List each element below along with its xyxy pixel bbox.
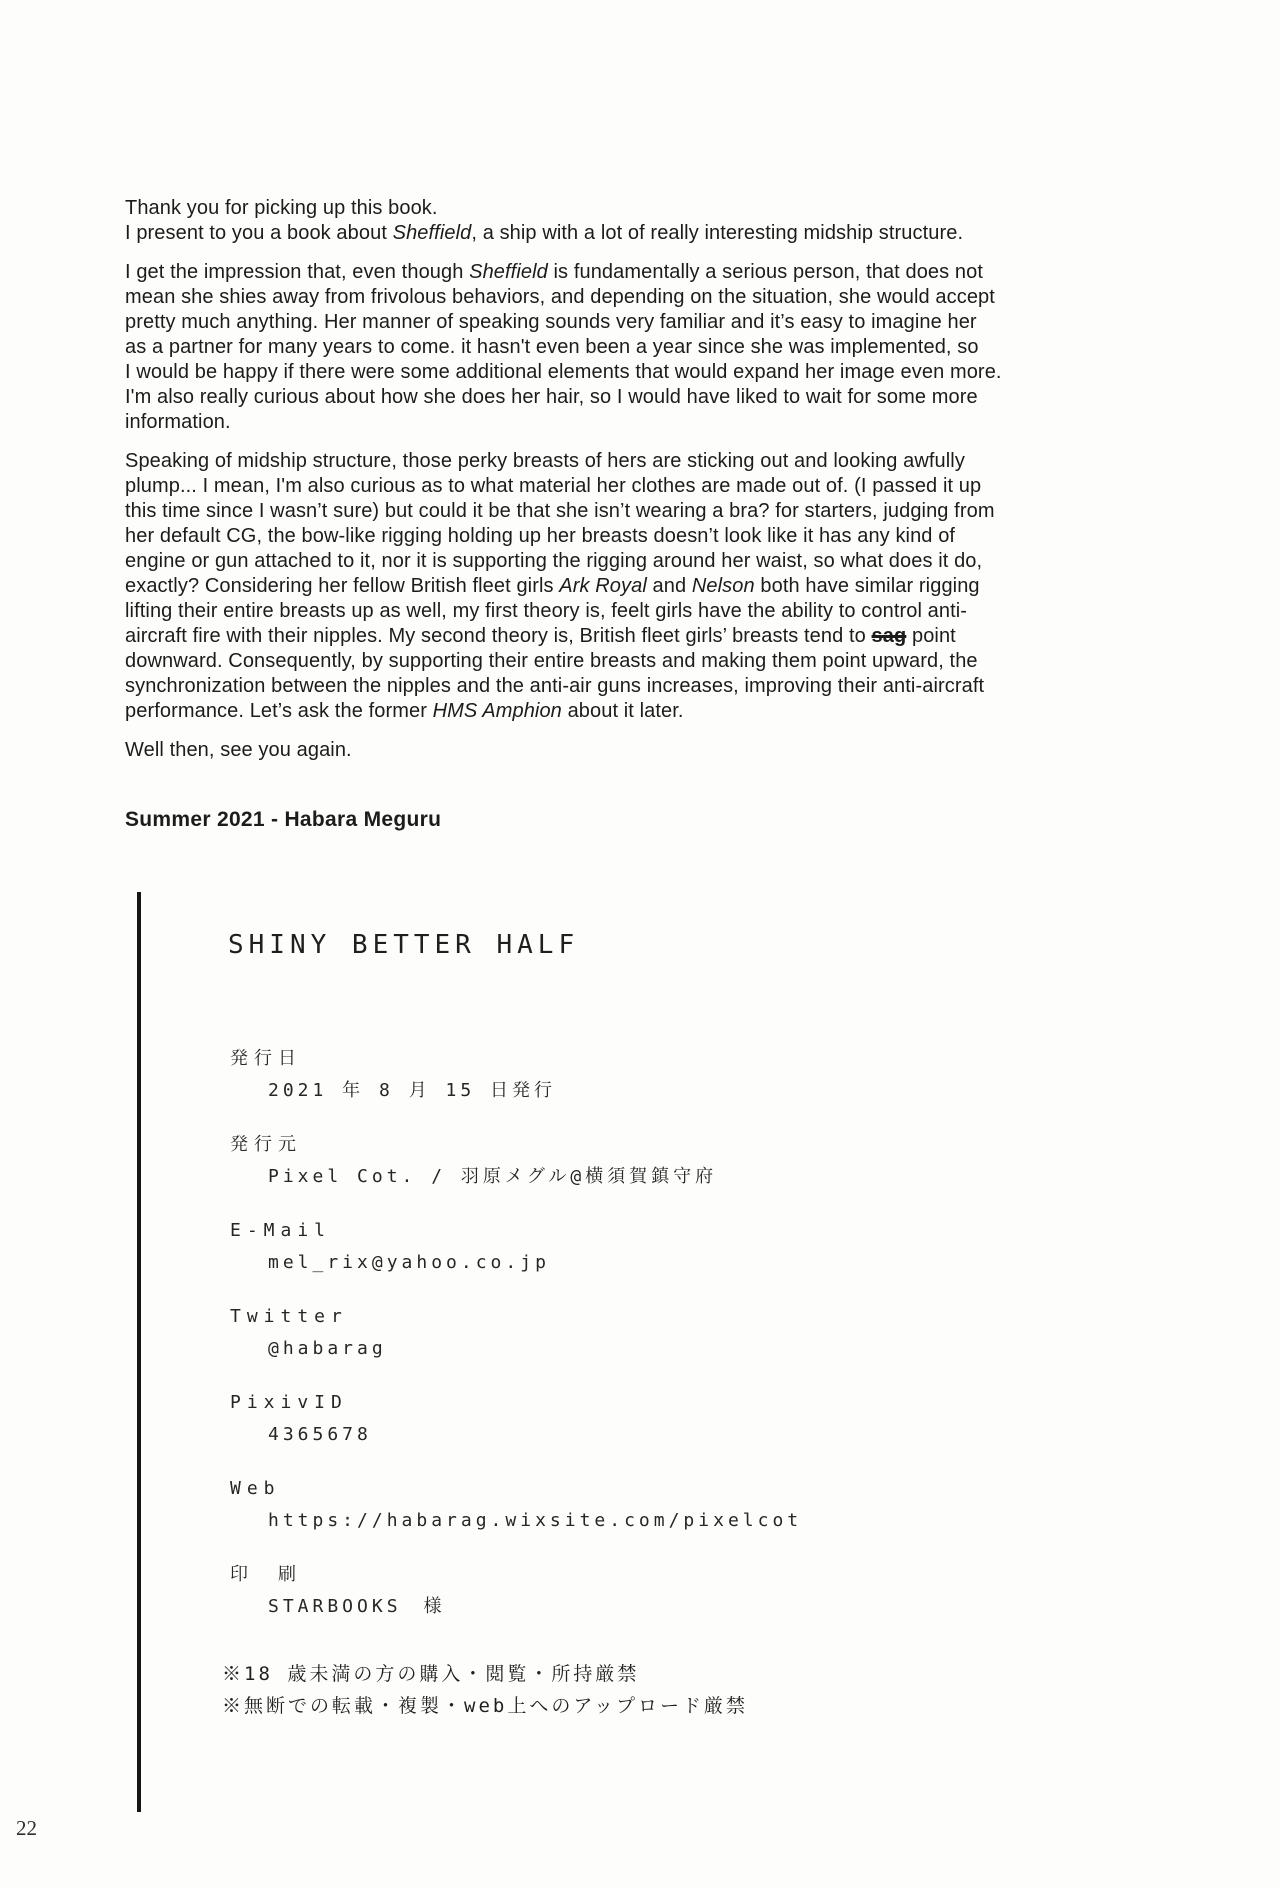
italic-text: Sheffield: [392, 222, 472, 244]
body-text: pretty much anything. Her manner of speaking sounds very familiar and it’s easy to imagine her: [125, 311, 977, 333]
body-text: performance. Let’s ask the former: [125, 700, 433, 722]
text-line: [125, 699, 1177, 724]
text-line: [125, 574, 1177, 599]
text-line: [125, 360, 1177, 385]
colophon-entry-value: mel_rix@yahoo.co.jp: [268, 1252, 550, 1273]
body-text: and: [646, 575, 692, 597]
italic-text: Nelson: [691, 575, 755, 597]
body-text: exactly? Considering her fellow British fleet girls: [125, 575, 560, 597]
text-line: [125, 310, 1177, 335]
colophon-entry-value: Pixel Cot. / 羽原メグル@横須賀鎮守府: [268, 1166, 718, 1187]
body-text: I would be happy if there were some additional elements that would expand her image even more.: [125, 361, 1002, 383]
body-text: is fundamentally a serious person, that does not: [547, 261, 984, 283]
body-text: lifting their entire breasts up as well, my first theory is, feelt girls have the ability to control anti-: [125, 600, 968, 622]
colophon-vertical-rule: [137, 892, 141, 1812]
colophon-entry: [230, 1392, 802, 1446]
colophon-entry-label: Web: [230, 1478, 281, 1499]
notice-line: ※無断での転載・複製・web上へのアップロード厳禁: [222, 1695, 748, 1717]
body-text: synchronization between the nipples and the anti-air guns increases, improving their anti-aircraft: [125, 675, 985, 697]
colophon-notices: [222, 1658, 748, 1722]
body-text: Thank you for picking up this book.: [125, 197, 438, 219]
colophon-entries: [230, 1048, 802, 1650]
body-text: , a ship with a lot of really interesting midship structure.: [471, 222, 964, 244]
colophon-entry: [230, 1220, 802, 1274]
body-text: about it later.: [561, 700, 684, 722]
paragraph: [125, 449, 1177, 724]
text-line: [125, 474, 1177, 499]
body-text: aircraft fire with their nipples. My second theory is, British fleet girls’ breasts tend to: [125, 625, 872, 647]
text-line: [125, 285, 1177, 310]
body-text: point: [906, 625, 956, 647]
colophon-entry-label: E-Mail: [230, 1220, 332, 1241]
body-text: information.: [125, 411, 231, 433]
text-line: [125, 260, 1177, 285]
notice-line: ※18 歳未満の方の購入・閲覧・所持厳禁: [222, 1663, 640, 1685]
text-line: [125, 385, 1177, 410]
body-text: Speaking of midship structure, those perky breasts of hers are sticking out and looking awfully: [125, 450, 965, 472]
colophon-entry-value: 4365678: [268, 1424, 372, 1445]
colophon-entry-value: https://habarag.wixsite.com/pixelcot: [268, 1510, 803, 1531]
colophon-entry-label: 印 刷: [230, 1564, 302, 1585]
colophon-entry: [230, 1306, 802, 1360]
body-text: plump... I mean, I'm also curious as to what material her clothes are made out of. (I passed it up: [125, 475, 982, 497]
text-line: [125, 649, 1177, 674]
colophon-entry-value: @habarag: [268, 1338, 387, 1359]
author-signature: Summer 2021 - Habara Meguru: [125, 808, 442, 831]
text-line: [125, 674, 1177, 699]
text-line: [125, 410, 1177, 435]
body-text: I present to you a book about: [125, 222, 393, 244]
text-line: [125, 449, 1177, 474]
text-line: [125, 624, 1177, 649]
paragraph: [125, 738, 1177, 763]
paragraph: [125, 196, 1177, 246]
body-text: this time since I wasn’t sure) but could it be that she isn’t wearing a bra? for starters, judging from: [125, 500, 995, 522]
paragraph: [125, 260, 1177, 435]
text-line: [125, 335, 1177, 360]
colophon-entry-label: 発行日: [230, 1048, 302, 1069]
body-text: Well then, see you again.: [125, 739, 352, 761]
book-title: SHINY BETTER HALF: [228, 930, 580, 960]
page-number: 22: [16, 1816, 37, 1840]
colophon-entry: [230, 1478, 802, 1532]
text-line: [125, 499, 1177, 524]
text-line: [125, 221, 1177, 246]
text-line: [125, 196, 1177, 221]
text-line: [125, 738, 1177, 763]
body-text: downward. Consequently, by supporting their entire breasts and making them point upward, the: [125, 650, 978, 672]
body-text: I'm also really curious about how she does her hair, so I would have liked to wait for some more: [125, 386, 978, 408]
italic-text: Ark Royal: [559, 575, 647, 597]
colophon-entry: [230, 1564, 802, 1618]
colophon-entry-value: STARBOOKS 様: [268, 1596, 446, 1617]
body-text: both have similar rigging: [754, 575, 980, 597]
text-line: [125, 599, 1177, 624]
italic-text: HMS Amphion: [432, 700, 562, 722]
colophon-entry-label: 発行元: [230, 1134, 302, 1155]
body-text: I get the impression that, even though: [125, 261, 470, 283]
colophon-entry: [230, 1134, 802, 1188]
body-text: mean she shies away from frivolous behaviors, and depending on the situation, she would accept: [125, 286, 995, 308]
colophon-entry: [230, 1048, 802, 1102]
body-text: as a partner for many years to come. it hasn't even been a year since she was implemented, so: [125, 336, 979, 358]
body-text: engine or gun attached to it, nor it is supporting the rigging around her waist, so what does it do,: [125, 550, 983, 572]
body-text: her default CG, the bow-like rigging holding up her breasts doesn’t look like it has any kind of: [125, 525, 956, 547]
colophon-entry-value: 2021 年 8 月 15 日発行: [268, 1080, 557, 1101]
italic-text: Sheffield: [469, 261, 548, 283]
text-line: [125, 549, 1177, 574]
text-line: [125, 524, 1177, 549]
colophon-entry-label: PixivID: [230, 1392, 348, 1413]
afterword-text: [125, 196, 1177, 777]
struck-text: sag: [871, 625, 907, 647]
colophon-entry-label: Twitter: [230, 1306, 348, 1327]
